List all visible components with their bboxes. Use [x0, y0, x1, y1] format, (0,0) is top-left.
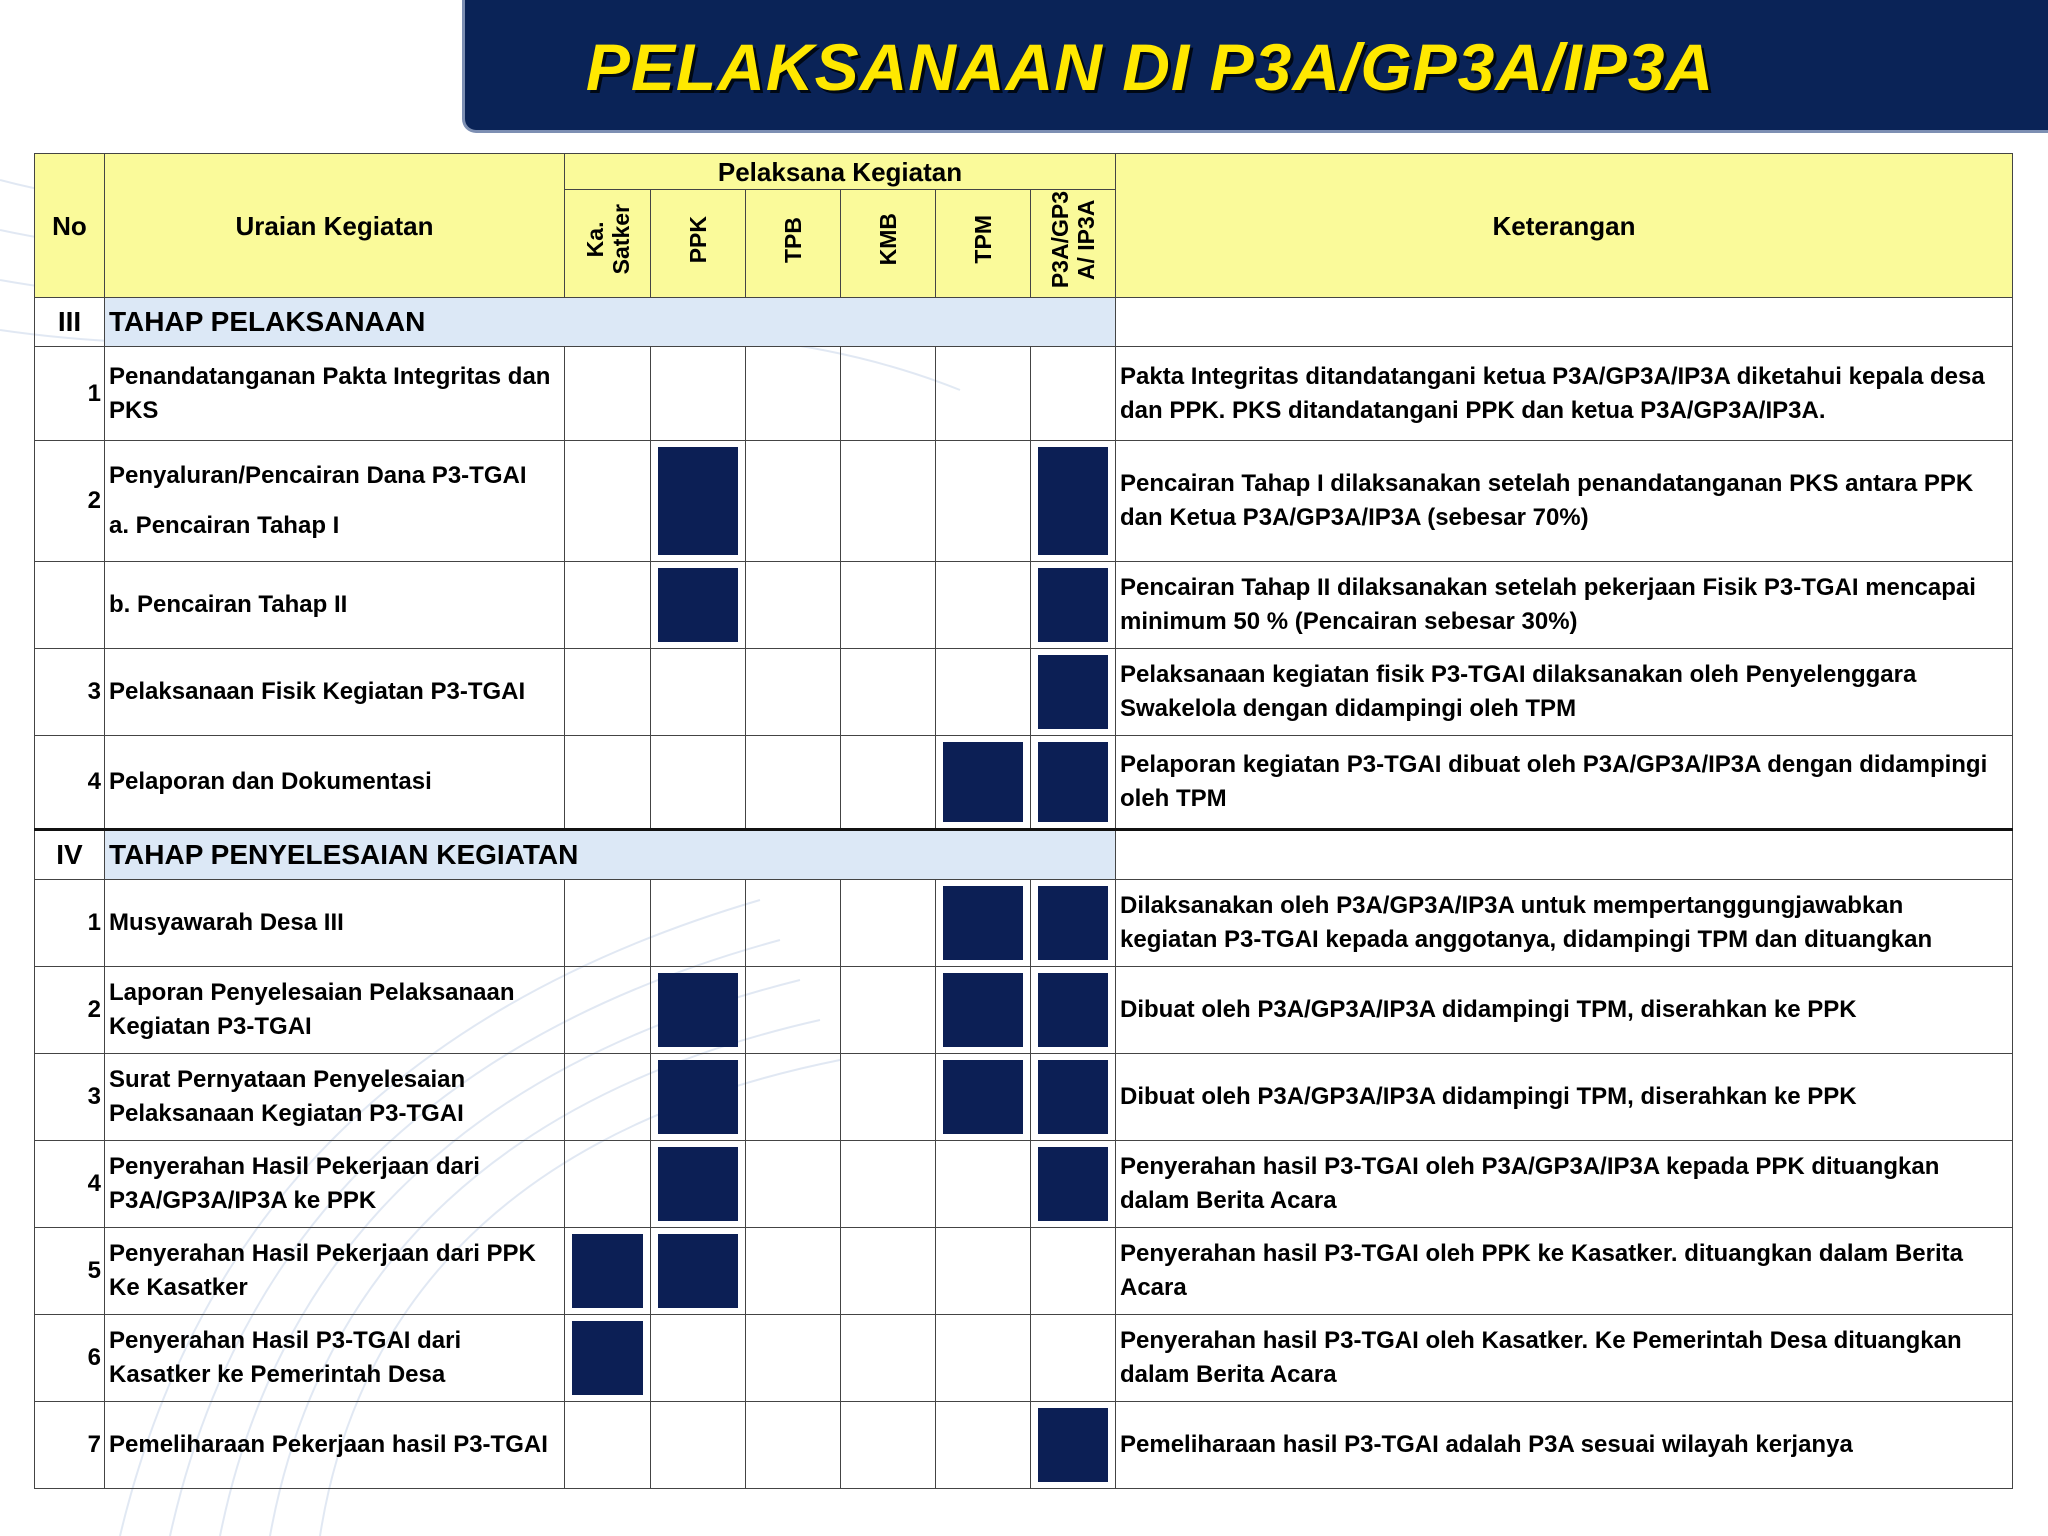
- role-cell: [746, 1228, 841, 1315]
- row-number: 2: [35, 441, 105, 562]
- activity-sub-label: a. Pencairan Tahap I: [109, 512, 340, 539]
- role-cell: [936, 441, 1031, 562]
- role-cell: [651, 1141, 746, 1228]
- role-cell: [1031, 1228, 1116, 1315]
- assignment-mark: [943, 973, 1023, 1047]
- keterangan-text: Pencairan Tahap II dilaksanakan setelah pekerjaan Fisik P3-TGAI mencapai minimum 50 % (Pencairan sebesar 30%): [1116, 562, 2013, 649]
- assignment-mark: [658, 1234, 738, 1308]
- keterangan-text: Pemeliharaan hasil P3-TGAI adalah P3A sesuai wilayah kerjanya: [1116, 1402, 2013, 1489]
- role-cell: [565, 1315, 651, 1402]
- keterangan-text: Dibuat oleh P3A/GP3A/IP3A didampingi TPM, diserahkan ke PPK: [1116, 1054, 2013, 1141]
- header-role: PPK: [651, 190, 746, 298]
- header-role: TPB: [746, 190, 841, 298]
- keterangan-text: Pelaporan kegiatan P3-TGAI dibuat oleh P3A/GP3A/IP3A dengan didampingi oleh TPM: [1116, 736, 2013, 830]
- role-cell: [1031, 1315, 1116, 1402]
- role-cell: [841, 967, 936, 1054]
- keterangan-text: Dilaksanakan oleh P3A/GP3A/IP3A untuk mempertanggungjawabkan kegiatan P3-TGAI kepada anggotanya, didampingi TPM dan dituangkan: [1116, 880, 2013, 967]
- role-cell: [1031, 967, 1116, 1054]
- activity-label: Pelaporan dan Dokumentasi: [105, 736, 565, 830]
- role-cell: [746, 562, 841, 649]
- role-cell: [841, 1402, 936, 1489]
- role-cell: [936, 1402, 1031, 1489]
- role-cell: [1031, 1402, 1116, 1489]
- role-cell: [746, 1402, 841, 1489]
- role-cell: [936, 1315, 1031, 1402]
- activity-label: b. Pencairan Tahap II: [105, 562, 565, 649]
- role-cell: [746, 441, 841, 562]
- role-cell: [651, 347, 746, 441]
- activity-label: Penandatanganan Pakta Integritas dan PKS: [105, 347, 565, 441]
- table-row: [35, 1402, 2013, 1489]
- role-cell: [651, 649, 746, 736]
- row-number: 4: [35, 1141, 105, 1228]
- activity-cell: [105, 441, 565, 562]
- activity-label: Penyerahan Hasil Pekerjaan dari P3A/GP3A/IP3A ke PPK: [105, 1141, 565, 1228]
- assignment-mark: [1038, 568, 1108, 642]
- assignment-mark: [943, 886, 1023, 960]
- table-row: [35, 1315, 2013, 1402]
- header-role: TPM: [936, 190, 1031, 298]
- assignment-mark: [943, 742, 1023, 822]
- section-title: TAHAP PELAKSANAAN: [105, 298, 1116, 347]
- activity-label: Musyawarah Desa III: [105, 880, 565, 967]
- section-number: III: [35, 298, 105, 347]
- role-cell: [1031, 649, 1116, 736]
- role-cell: [746, 649, 841, 736]
- title-banner: [462, 0, 2048, 133]
- role-cell: [565, 1228, 651, 1315]
- row-number: 3: [35, 649, 105, 736]
- role-cell: [746, 1315, 841, 1402]
- role-cell: [565, 562, 651, 649]
- keterangan-text: Penyerahan hasil P3-TGAI oleh Kasatker. Ke Pemerintah Desa dituangkan dalam Berita Acara: [1116, 1315, 2013, 1402]
- role-cell: [565, 441, 651, 562]
- role-cell: [841, 441, 936, 562]
- assignment-mark: [1038, 1408, 1108, 1482]
- role-cell: [1031, 562, 1116, 649]
- role-cell: [651, 880, 746, 967]
- activity-label: Laporan Penyelesaian Pelaksanaan Kegiatan P3-TGAI: [105, 967, 565, 1054]
- header-pelaksana: Pelaksana Kegiatan: [565, 154, 1116, 190]
- keterangan-text: Penyerahan hasil P3-TGAI oleh P3A/GP3A/IP3A kepada PPK dituangkan dalam Berita Acara: [1116, 1141, 2013, 1228]
- assignment-mark: [572, 1234, 643, 1308]
- role-cell: [1031, 1054, 1116, 1141]
- role-cell: [746, 736, 841, 830]
- role-cell: [565, 736, 651, 830]
- role-cell: [651, 562, 746, 649]
- assignment-mark: [1038, 742, 1108, 822]
- table-row: [35, 562, 2013, 649]
- table-row: [35, 441, 2013, 562]
- role-cell: [651, 736, 746, 830]
- assignment-mark: [1038, 886, 1108, 960]
- role-cell: [936, 880, 1031, 967]
- role-cell: [936, 1054, 1031, 1141]
- row-number: 4: [35, 736, 105, 830]
- role-cell: [651, 1228, 746, 1315]
- role-cell: [936, 1228, 1031, 1315]
- table-row: [35, 1054, 2013, 1141]
- role-cell: [565, 1402, 651, 1489]
- row-number: 3: [35, 1054, 105, 1141]
- role-cell: [565, 967, 651, 1054]
- keterangan-text: Pelaksanaan kegiatan fisik P3-TGAI dilaksanakan oleh Penyelenggara Swakelola dengan didampingi oleh TPM: [1116, 649, 2013, 736]
- row-number: 1: [35, 347, 105, 441]
- row-number: [35, 562, 105, 649]
- header-role: KMB: [841, 190, 936, 298]
- assignment-mark: [1038, 447, 1108, 555]
- table-row: [35, 736, 2013, 830]
- header-role: Ka. Satker: [565, 190, 651, 298]
- assignment-mark: [1038, 1060, 1108, 1134]
- keterangan-text: Dibuat oleh P3A/GP3A/IP3A didampingi TPM, diserahkan ke PPK: [1116, 967, 2013, 1054]
- header-row-1: [35, 154, 2013, 190]
- role-cell: [651, 1054, 746, 1141]
- table-row: [35, 880, 2013, 967]
- activity-label: Penyerahan Hasil Pekerjaan dari PPK Ke Kasatker: [105, 1228, 565, 1315]
- role-cell: [651, 441, 746, 562]
- section-row: [35, 830, 2013, 880]
- header-keterangan: Keterangan: [1116, 154, 2013, 298]
- role-cell: [936, 562, 1031, 649]
- activity-label: Penyerahan Hasil P3-TGAI dari Kasatker ke Pemerintah Desa: [105, 1315, 565, 1402]
- role-cell: [1031, 441, 1116, 562]
- role-cell: [841, 1141, 936, 1228]
- assignment-mark: [1038, 655, 1108, 729]
- role-cell: [651, 1402, 746, 1489]
- row-number: 5: [35, 1228, 105, 1315]
- keterangan-text: Penyerahan hasil P3-TGAI oleh PPK ke Kasatker. dituangkan dalam Berita Acara: [1116, 1228, 2013, 1315]
- role-cell: [1031, 1141, 1116, 1228]
- assignment-mark: [658, 1147, 738, 1221]
- role-cell: [746, 1141, 841, 1228]
- role-cell: [841, 562, 936, 649]
- table-row: [35, 1228, 2013, 1315]
- role-cell: [565, 880, 651, 967]
- role-cell: [936, 649, 1031, 736]
- assignment-mark: [658, 973, 738, 1047]
- activity-label: Surat Pernyataan Penyelesaian Pelaksanaan Kegiatan P3-TGAI: [105, 1054, 565, 1141]
- section-keterangan-blank: [1116, 830, 2013, 880]
- role-cell: [1031, 880, 1116, 967]
- activity-label: Pelaksanaan Fisik Kegiatan P3-TGAI: [105, 649, 565, 736]
- row-number: 7: [35, 1402, 105, 1489]
- assignment-mark: [1038, 973, 1108, 1047]
- role-cell: [651, 1315, 746, 1402]
- role-cell: [565, 1054, 651, 1141]
- header-no: No: [35, 154, 105, 298]
- role-cell: [1031, 736, 1116, 830]
- role-cell: [841, 1315, 936, 1402]
- activity-label: Pemeliharaan Pekerjaan hasil P3-TGAI: [105, 1402, 565, 1489]
- section-row: [35, 298, 2013, 347]
- role-cell: [936, 967, 1031, 1054]
- role-cell: [746, 967, 841, 1054]
- assignment-mark: [658, 1060, 738, 1134]
- assignment-mark: [658, 568, 738, 642]
- role-cell: [841, 1228, 936, 1315]
- section-number: IV: [35, 830, 105, 880]
- role-cell: [746, 347, 841, 441]
- section-keterangan-blank: [1116, 298, 2013, 347]
- activity-label: Penyaluran/Pencairan Dana P3-TGAI: [109, 462, 527, 489]
- role-cell: [841, 347, 936, 441]
- role-cell: [936, 347, 1031, 441]
- role-cell: [746, 880, 841, 967]
- role-cell: [746, 1054, 841, 1141]
- row-number: 6: [35, 1315, 105, 1402]
- row-number: 2: [35, 967, 105, 1054]
- table-row: [35, 649, 2013, 736]
- role-cell: [936, 1141, 1031, 1228]
- row-number: 1: [35, 880, 105, 967]
- keterangan-text: Pakta Integritas ditandatangani ketua P3A/GP3A/IP3A diketahui kepala desa dan PPK. PKS ditandatangani PPK dan ketua P3A/GP3A/IP3A.: [1116, 347, 2013, 441]
- table-row: [35, 1141, 2013, 1228]
- assignment-mark: [658, 447, 738, 555]
- role-cell: [565, 649, 651, 736]
- table-row: [35, 347, 2013, 441]
- section-title: TAHAP PENYELESAIAN KEGIATAN: [105, 830, 1116, 880]
- assignment-mark: [943, 1060, 1023, 1134]
- assignment-mark: [572, 1321, 643, 1395]
- role-cell: [841, 1054, 936, 1141]
- keterangan-text: Pencairan Tahap I dilaksanakan setelah penandatanganan PKS antara PPK dan Ketua P3A/GP3A/IP3A (sebesar 70%): [1116, 441, 2013, 562]
- role-cell: [841, 649, 936, 736]
- header-uraian: Uraian Kegiatan: [105, 154, 565, 298]
- header-role: P3A/GP3 A/ IP3A: [1031, 190, 1116, 298]
- role-cell: [841, 736, 936, 830]
- table-row: [35, 967, 2013, 1054]
- assignment-mark: [1038, 1147, 1108, 1221]
- role-cell: [565, 347, 651, 441]
- page-title: PELAKSANAAN DI P3A/GP3A/IP3A: [585, 29, 1715, 104]
- role-cell: [841, 880, 936, 967]
- role-cell: [651, 967, 746, 1054]
- activity-table: [34, 153, 2013, 1489]
- role-cell: [936, 736, 1031, 830]
- role-cell: [565, 1141, 651, 1228]
- role-cell: [1031, 347, 1116, 441]
